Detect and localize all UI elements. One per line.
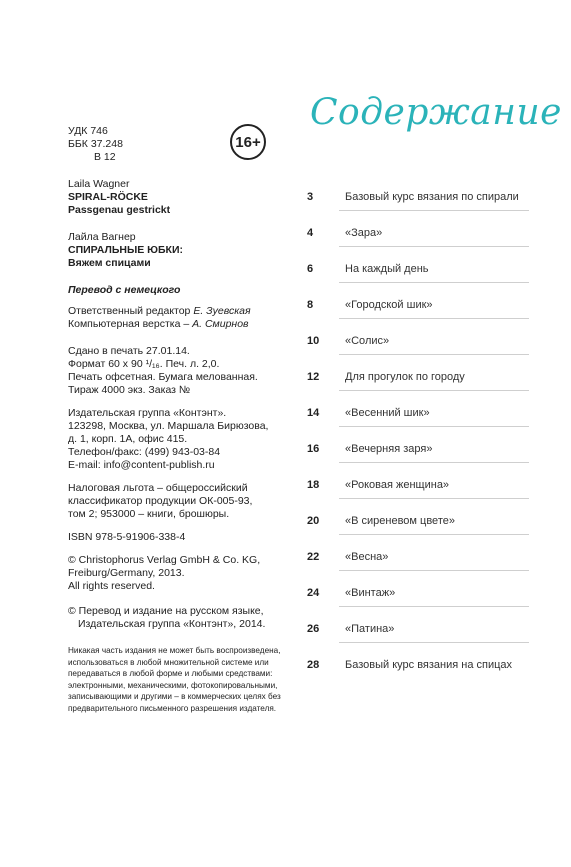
copyright-line: Freiburg/Germany, 2013. <box>68 567 185 579</box>
legal-line: электронными, механическими, фотокопировальными, <box>68 680 278 690</box>
toc-label: «Городской шик» <box>345 299 433 311</box>
isbn: ISBN 978-5-91906-338-4 <box>68 531 186 543</box>
toc-page-number: 28 <box>307 659 320 671</box>
toc-separator <box>339 354 529 355</box>
tax-line: том 2; 953000 – книги, брошюры. <box>68 508 230 520</box>
author-ru: Лайла Вагнер <box>68 231 136 243</box>
imprint-column <box>68 125 298 714</box>
translation-note: Перевод с немецкого <box>68 284 181 296</box>
publisher-line: E-mail: info@content-publish.ru <box>68 459 215 471</box>
toc-label: «Вечерняя заря» <box>345 443 433 455</box>
tax-line: классификатор продукции ОК-005-93, <box>68 495 253 507</box>
toc-label: «Солис» <box>345 335 390 347</box>
copyright-line: © Christophorus Verlag GmbH & Co. KG, <box>68 554 261 566</box>
legal-line: Никакая часть издания не может быть воспроизведена, <box>68 646 281 655</box>
legal-line: передаваться в любой форме и любыми средствами: <box>68 669 273 678</box>
toc-label: «Винтаж» <box>345 587 396 599</box>
toc-page-number: 3 <box>307 191 314 203</box>
toc-page-number: 14 <box>307 407 320 419</box>
age-rating-badge: 16+ <box>230 124 266 160</box>
toc-label: «Патина» <box>345 623 395 635</box>
toc-page-number: 6 <box>307 263 314 275</box>
copyright-line: All rights reserved. <box>68 580 155 592</box>
toc-separator <box>339 534 529 535</box>
toc-separator <box>339 570 529 571</box>
legal-line: записывающими и другими – в коммерческих целях без <box>68 692 281 701</box>
tax-info <box>68 482 298 521</box>
print-line: Сдано в печать 27.01.14. <box>68 345 190 357</box>
legal-line: использоваться в любой множительной системе или <box>68 657 269 667</box>
copyright-info <box>68 554 298 593</box>
toc-page-number: 18 <box>307 479 320 491</box>
layout-line <box>68 318 298 331</box>
legal-notice <box>68 645 298 714</box>
publisher-line: Телефон/факс: (499) 943-03-84 <box>68 446 221 458</box>
toc-separator <box>339 426 529 427</box>
translation-copyright-line: Издательская группа «Контэнт», 2014. <box>78 618 266 630</box>
publisher-info <box>68 407 298 472</box>
toc-page-number: 16 <box>307 443 320 455</box>
toc-separator <box>339 210 529 211</box>
toc-label: На каждый день <box>345 263 429 275</box>
toc-separator <box>339 246 529 247</box>
title-ru: СПИРАЛЬНЫЕ ЮБКИ: <box>68 244 183 256</box>
toc-separator <box>339 498 529 499</box>
toc-page-number: 10 <box>307 335 320 347</box>
toc-label: Базовый курс вязания на спицах <box>345 659 513 671</box>
translation-copyright-line: © Перевод и издание на русском языке, <box>68 605 264 617</box>
editor-name: Е. Зуевская <box>193 305 251 317</box>
contents-title: Содержание <box>310 92 562 133</box>
toc-label: Базовый курс вязания по спирали <box>345 191 519 203</box>
toc-label: «Весенний шик» <box>345 407 430 419</box>
layout-label: Компьютерная верстка – <box>68 318 193 330</box>
print-line: Формат 60 х 90 ¹/₁₆. Печ. л. 2,0. <box>68 358 220 370</box>
tax-line: Налоговая льгота – общероссийский <box>68 482 248 494</box>
publisher-line: Издательская группа «Контэнт». <box>68 407 227 419</box>
toc-page-number: 22 <box>307 551 320 563</box>
publisher-line: 123298, Москва, ул. Маршала Бирюзова, <box>68 420 269 432</box>
toc-separator <box>339 390 529 391</box>
print-line: Печать офсетная. Бумага мелованная. <box>68 371 258 383</box>
toc-label: «В сиреневом цвете» <box>345 515 455 527</box>
toc-page-number: 4 <box>307 227 314 239</box>
author-de: Laila Wagner <box>68 178 130 190</box>
title-de: SPIRAL-RÖCKE <box>68 191 148 203</box>
toc-separator <box>339 642 529 643</box>
author-code: В 12 <box>94 151 116 163</box>
toc-label: Для прогулок по городу <box>345 371 465 383</box>
bbk-code: ББК 37.248 <box>68 138 123 150</box>
print-line: Тираж 4000 экз. Заказ № <box>68 384 191 396</box>
translation-copyright <box>68 605 298 631</box>
toc-label: «Весна» <box>345 551 389 563</box>
subtitle-de: Passgenau gestrickt <box>68 204 171 216</box>
toc-separator <box>339 606 529 607</box>
print-info <box>68 345 298 397</box>
toc-page-number: 8 <box>307 299 314 311</box>
toc-page-number: 20 <box>307 515 320 527</box>
legal-line: предварительного письменного разрешения издателя. <box>68 703 277 713</box>
toc-label: «Роковая женщина» <box>345 479 450 491</box>
toc-page-number: 24 <box>307 587 320 599</box>
editor-label: Ответственный редактор <box>68 305 194 317</box>
toc-separator <box>339 318 529 319</box>
toc-page-number: 26 <box>307 623 320 635</box>
toc-separator <box>339 282 529 283</box>
udk-code: УДК 746 <box>68 125 108 137</box>
toc-label: «Зара» <box>345 227 383 239</box>
layout-name: А. Смирнов <box>192 318 249 330</box>
publisher-line: д. 1, корп. 1А, офис 415. <box>68 433 188 445</box>
editor-line <box>68 305 298 318</box>
toc-separator <box>339 462 529 463</box>
subtitle-ru: Вяжем спицами <box>68 257 151 269</box>
toc-page-number: 12 <box>307 371 320 383</box>
